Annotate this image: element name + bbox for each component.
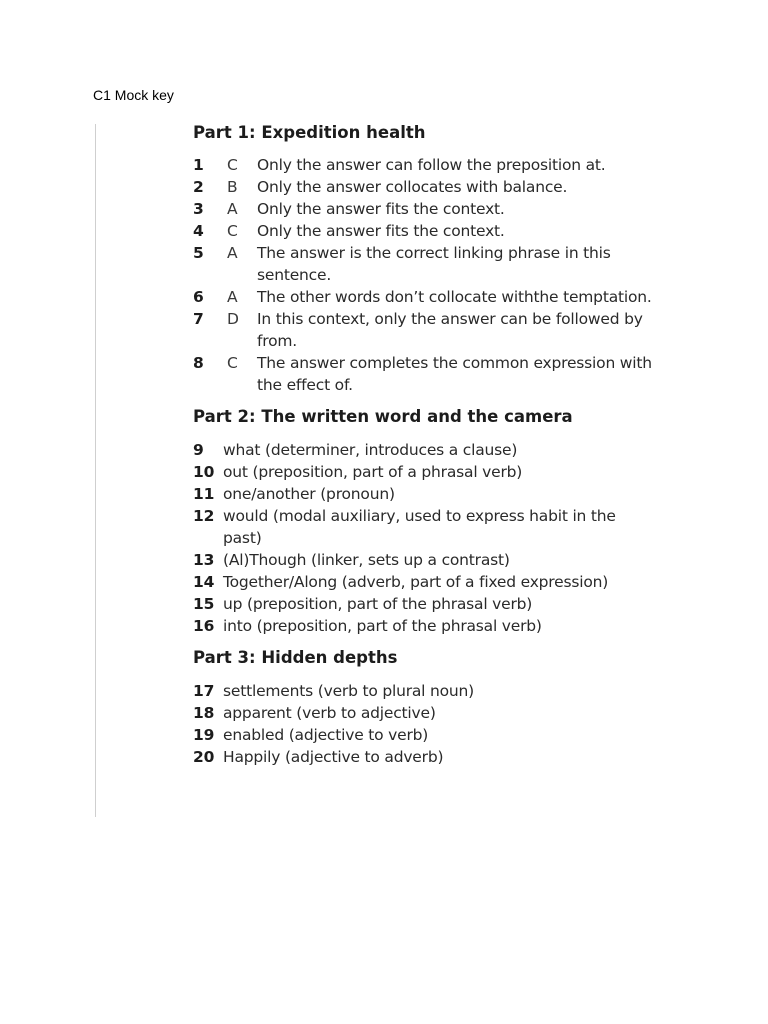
question-number: 10 bbox=[193, 463, 215, 481]
answer-explanation: Only the answer fits the context. bbox=[257, 222, 505, 240]
answer-explanation: Only the answer fits the context. bbox=[257, 200, 505, 218]
answer-letter: A bbox=[227, 288, 238, 306]
answer-letter: C bbox=[227, 222, 238, 240]
question-number: 15 bbox=[193, 595, 215, 613]
answer-explanation: what (determiner, introduces a clause) bbox=[223, 441, 518, 459]
answer-row bbox=[193, 615, 663, 637]
answer-row bbox=[193, 505, 663, 549]
question-number: 18 bbox=[193, 704, 215, 722]
answer-row bbox=[193, 680, 663, 702]
answer-explanation: up (preposition, part of the phrasal verb) bbox=[223, 595, 533, 613]
question-number: 12 bbox=[193, 507, 215, 525]
answer-row bbox=[193, 746, 663, 768]
question-number: 2 bbox=[193, 178, 204, 196]
answer-explanation: would (modal auxiliary, used to express habit in the past) bbox=[223, 507, 616, 547]
question-number: 6 bbox=[193, 288, 204, 306]
question-number: 17 bbox=[193, 682, 215, 700]
answer-explanation: The other words don’t collocate withthe temptation. bbox=[257, 288, 652, 306]
answer-explanation: The answer is the correct linking phrase in this sentence. bbox=[257, 244, 611, 284]
answer-row bbox=[193, 724, 663, 746]
part-2-section bbox=[193, 406, 663, 637]
answer-explanation: enabled (adjective to verb) bbox=[223, 726, 429, 744]
answer-row bbox=[193, 549, 663, 571]
question-number: 1 bbox=[193, 156, 204, 174]
question-number: 5 bbox=[193, 244, 204, 262]
question-number: 8 bbox=[193, 354, 204, 372]
answer-row bbox=[193, 242, 663, 286]
answer-letter: D bbox=[227, 310, 239, 328]
question-number: 9 bbox=[193, 441, 204, 459]
answer-row bbox=[193, 593, 663, 615]
answer-explanation: apparent (verb to adjective) bbox=[223, 704, 436, 722]
part-2-answer-list bbox=[193, 439, 663, 637]
part-1-heading: Part 1: Expedition health bbox=[193, 123, 426, 142]
document-title: C1 Mock key bbox=[93, 87, 174, 103]
question-number: 19 bbox=[193, 726, 215, 744]
answer-explanation: Happily (adjective to adverb) bbox=[223, 748, 444, 766]
question-number: 3 bbox=[193, 200, 204, 218]
answer-row bbox=[193, 439, 663, 461]
question-number: 16 bbox=[193, 617, 215, 635]
answer-explanation: into (preposition, part of the phrasal verb) bbox=[223, 617, 542, 635]
answer-explanation: out (preposition, part of a phrasal verb) bbox=[223, 463, 523, 481]
part-2-heading: Part 2: The written word and the camera bbox=[193, 407, 573, 426]
answer-row bbox=[193, 461, 663, 483]
answer-row bbox=[193, 352, 663, 396]
answer-explanation: Together/Along (adverb, part of a fixed expression) bbox=[223, 573, 609, 591]
answer-row bbox=[193, 198, 663, 220]
answer-explanation: settlements (verb to plural noun) bbox=[223, 682, 475, 700]
answer-letter: B bbox=[227, 178, 238, 196]
answer-letter: A bbox=[227, 244, 238, 262]
answer-row bbox=[193, 286, 663, 308]
answer-letter: A bbox=[227, 200, 238, 218]
answer-row bbox=[193, 702, 663, 724]
part-3-section bbox=[193, 647, 663, 768]
question-number: 13 bbox=[193, 551, 215, 569]
answer-explanation: In this context, only the answer can be followed by from. bbox=[257, 310, 643, 350]
question-number: 7 bbox=[193, 310, 204, 328]
answer-row bbox=[193, 483, 663, 505]
answer-letter: C bbox=[227, 156, 238, 174]
question-number: 11 bbox=[193, 485, 215, 503]
answer-explanation: Only the answer collocates with balance. bbox=[257, 178, 568, 196]
answer-explanation: (Al)Though (linker, sets up a contrast) bbox=[223, 551, 510, 569]
part-3-heading: Part 3: Hidden depths bbox=[193, 648, 398, 667]
question-number: 4 bbox=[193, 222, 204, 240]
part-3-answer-list bbox=[193, 680, 663, 768]
answer-explanation: Only the answer can follow the preposition at. bbox=[257, 156, 606, 174]
question-number: 14 bbox=[193, 573, 215, 591]
answer-row bbox=[193, 154, 663, 176]
part-1-section bbox=[193, 122, 663, 396]
answer-row bbox=[193, 571, 663, 593]
question-number: 20 bbox=[193, 748, 215, 766]
answer-key-content bbox=[193, 122, 663, 768]
part-1-answer-list bbox=[193, 154, 663, 396]
answer-explanation: one/another (pronoun) bbox=[223, 485, 395, 503]
answer-row bbox=[193, 220, 663, 242]
answer-row bbox=[193, 176, 663, 198]
answer-letter: C bbox=[227, 354, 238, 372]
answer-row bbox=[193, 308, 663, 352]
answer-explanation: The answer completes the common expression with the effect of. bbox=[257, 354, 652, 394]
